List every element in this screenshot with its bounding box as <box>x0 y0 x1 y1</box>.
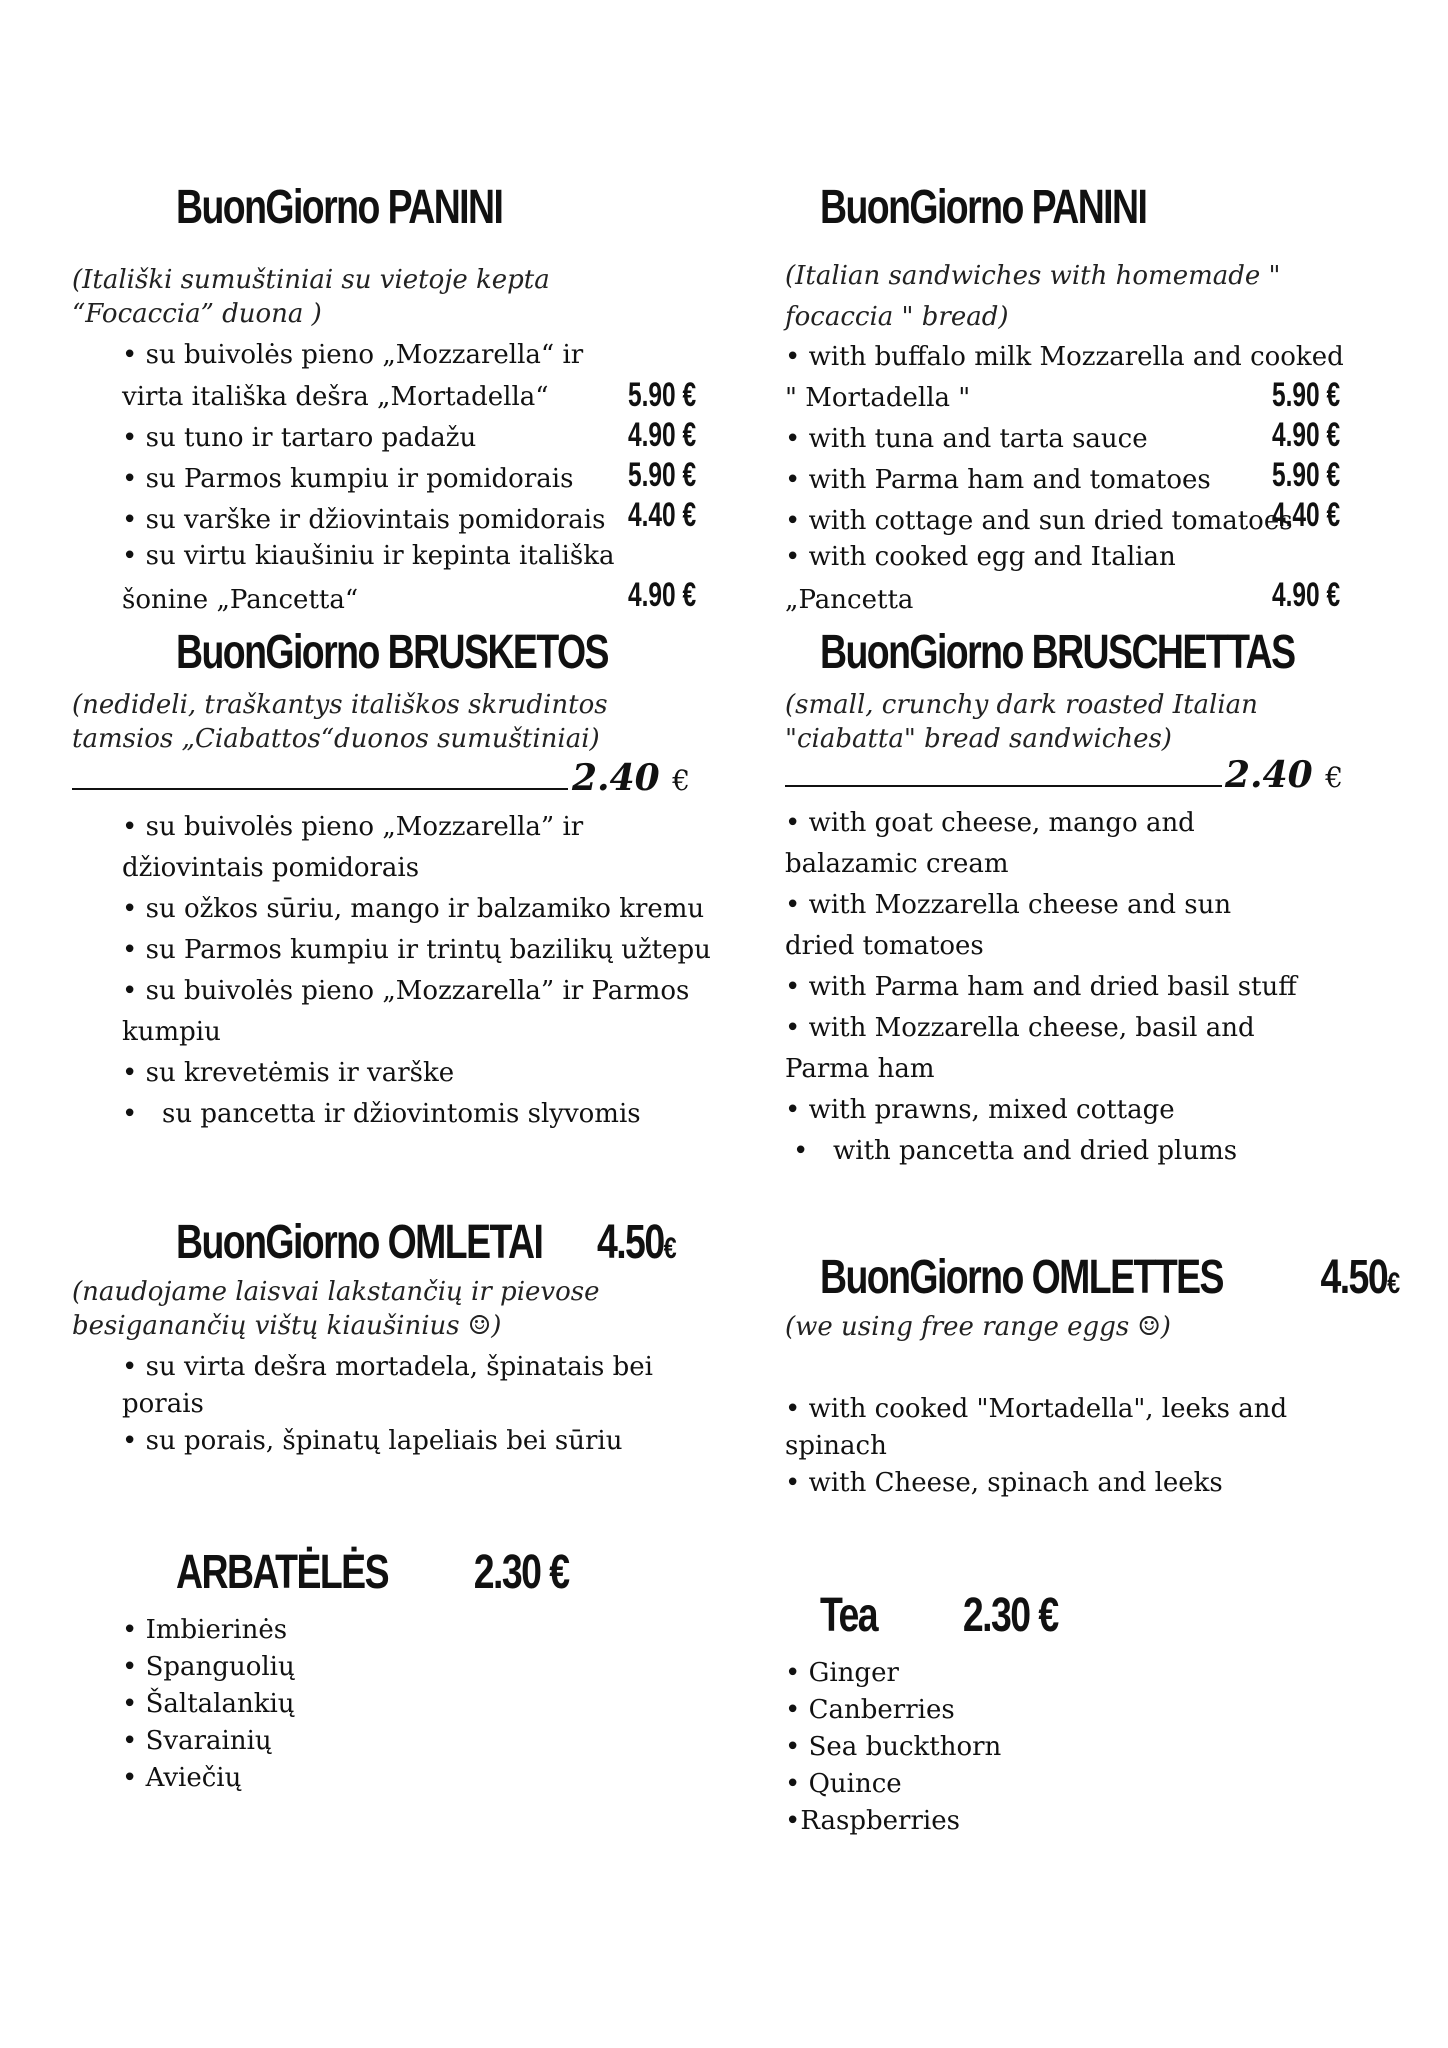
menu-item: •Raspberries <box>785 1806 960 1836</box>
menu-item: • Sea buckthorn <box>785 1732 1002 1762</box>
menu-item: • with Parma ham and tomatoes <box>785 465 1211 495</box>
menu-item: • with tuna and tarta sauce <box>785 424 1148 454</box>
section-title-omelette: BuonGiorno OMLETAI 4.50€ <box>176 1216 676 1269</box>
menu-item: • su virta dešra mortadela, špinatais bei <box>122 1352 653 1382</box>
menu-item: džiovintais pomidorais <box>122 853 420 883</box>
menu-item: • su tuno ir tartaro padažu <box>122 423 477 453</box>
price-rule <box>72 788 568 790</box>
menu-item: • su pancetta ir džiovintomis slyvomis <box>122 1099 641 1129</box>
menu-item-price: 5.90 € <box>628 376 697 414</box>
section-desc-panini: (Itališki sumuštiniai su vietoje kepta “Focaccia” duona ) <box>72 265 550 329</box>
section-title-tea: ARBATĖLĖS 2.30 € <box>176 1546 569 1599</box>
menu-item: • with buffalo milk Mozzarella and cooked <box>785 342 1344 372</box>
menu-item: spinach <box>785 1431 887 1461</box>
menu-item: „Pancetta <box>785 585 914 615</box>
menu-item: • Ginger <box>785 1658 899 1688</box>
menu-item-price: 4.90 € <box>1272 416 1341 454</box>
menu-item: • with pancetta and dried plums <box>785 1134 1237 1168</box>
menu-item: • su porais, špinatų lapeliais bei sūriu <box>122 1426 623 1456</box>
section-price-bruschetta: 2.40 € <box>572 757 691 799</box>
section-title-bruschetta: BuonGiorno BRUSCHETTAS <box>820 626 1295 679</box>
menu-item: • su virtu kiaušiniu ir kepinta itališka <box>122 541 615 571</box>
menu-item: • with cooked "Mortadella", leeks and <box>785 1394 1288 1424</box>
menu-item-price: 5.90 € <box>628 456 697 494</box>
menu-item: • with cottage and sun dried tomatoes <box>785 506 1293 536</box>
menu-item: • Svarainių <box>122 1726 272 1756</box>
menu-item: • Aviečių <box>122 1763 242 1793</box>
menu-item: • Šaltalankių <box>122 1689 295 1719</box>
bullet-icon: • <box>793 1136 809 1166</box>
bullet-icon: • <box>122 1099 138 1129</box>
price-rule <box>785 785 1222 787</box>
menu-item-price: 4.40 € <box>628 496 697 534</box>
menu-item: • with cooked egg and Italian <box>785 542 1176 572</box>
section-title-panini: BuonGiorno PANINI <box>176 181 503 234</box>
section-desc-omelette: (we using free range eggs ☺) <box>785 1312 1171 1342</box>
menu-item: • Imbierinės <box>122 1615 288 1645</box>
menu-item: porais <box>122 1389 204 1419</box>
menu-item: virta itališka dešra „Mortadella“ <box>122 382 549 412</box>
menu-item: • Canberries <box>785 1695 955 1725</box>
menu-item-price: 4.40 € <box>1272 496 1341 534</box>
menu-item: kumpiu <box>122 1017 221 1047</box>
section-title-bruschetta: BuonGiorno BRUSKETOS <box>176 626 608 679</box>
menu-item: • su varške ir džiovintais pomidorais <box>122 505 606 535</box>
menu-item-price: 4.90 € <box>1272 576 1341 614</box>
menu-item: • with prawns, mixed cottage <box>785 1095 1175 1125</box>
menu-item-price: 5.90 € <box>1272 456 1341 494</box>
menu-item: Parma ham <box>785 1054 935 1084</box>
menu-item: • with Cheese, spinach and leeks <box>785 1468 1223 1498</box>
menu-item: • with Parma ham and dried basil stuff <box>785 972 1297 1002</box>
menu-item: • with Mozzarella cheese and sun <box>785 890 1232 920</box>
menu-item: šonine „Pancetta“ <box>122 585 359 615</box>
section-desc-omelette: (naudojame laisvai lakstančių ir pievose besiganančių vištų kiaušinius ☺) <box>72 1277 600 1341</box>
section-price-bruschetta: 2.40 € <box>1225 754 1344 796</box>
menu-item: • su buivolės pieno „Mozzarella” ir <box>122 812 584 842</box>
section-desc-panini: (Italian sandwiches with homemade " focaccia " bread) <box>785 261 1281 332</box>
menu-item: • su ožkos sūriu, mango ir balzamiko kremu <box>122 894 705 924</box>
menu-item: • su buivolės pieno „Mozzarella” ir Parmos <box>122 976 690 1006</box>
section-desc-bruschetta: (small, crunchy dark roasted Italian "ciabatta" bread sandwiches) <box>785 690 1258 754</box>
menu-item: • with Mozzarella cheese, basil and <box>785 1013 1255 1043</box>
menu-item-price: 5.90 € <box>1272 376 1341 414</box>
menu-item-price: 4.90 € <box>628 416 697 454</box>
menu-item: • su Parmos kumpiu ir trintų bazilikų užtepu <box>122 935 711 965</box>
menu-item: • Spanguolių <box>122 1652 295 1682</box>
menu-item: • su Parmos kumpiu ir pomidorais <box>122 464 574 494</box>
menu-item: • Quince <box>785 1769 902 1799</box>
menu-item: • su krevetėmis ir varške <box>122 1058 455 1088</box>
menu-item: balazamic cream <box>785 849 1009 879</box>
section-desc-bruschetta: (nedideli, traškantys itališkos skrudintos tamsios „Ciabattos“duonos sumuštiniai) <box>72 690 608 754</box>
menu-item: • su buivolės pieno „Mozzarella“ ir <box>122 340 584 370</box>
section-title-panini: BuonGiorno PANINI <box>820 181 1147 234</box>
menu-item-price: 4.90 € <box>628 576 697 614</box>
menu-item: " Mortadella " <box>785 383 971 413</box>
section-title-tea: Tea 2.30 € <box>820 1589 1058 1642</box>
menu-item: dried tomatoes <box>785 931 984 961</box>
menu-item: • with goat cheese, mango and <box>785 808 1195 838</box>
section-title-omelette: BuonGiorno OMLETTES 4.50€ <box>820 1251 1399 1304</box>
